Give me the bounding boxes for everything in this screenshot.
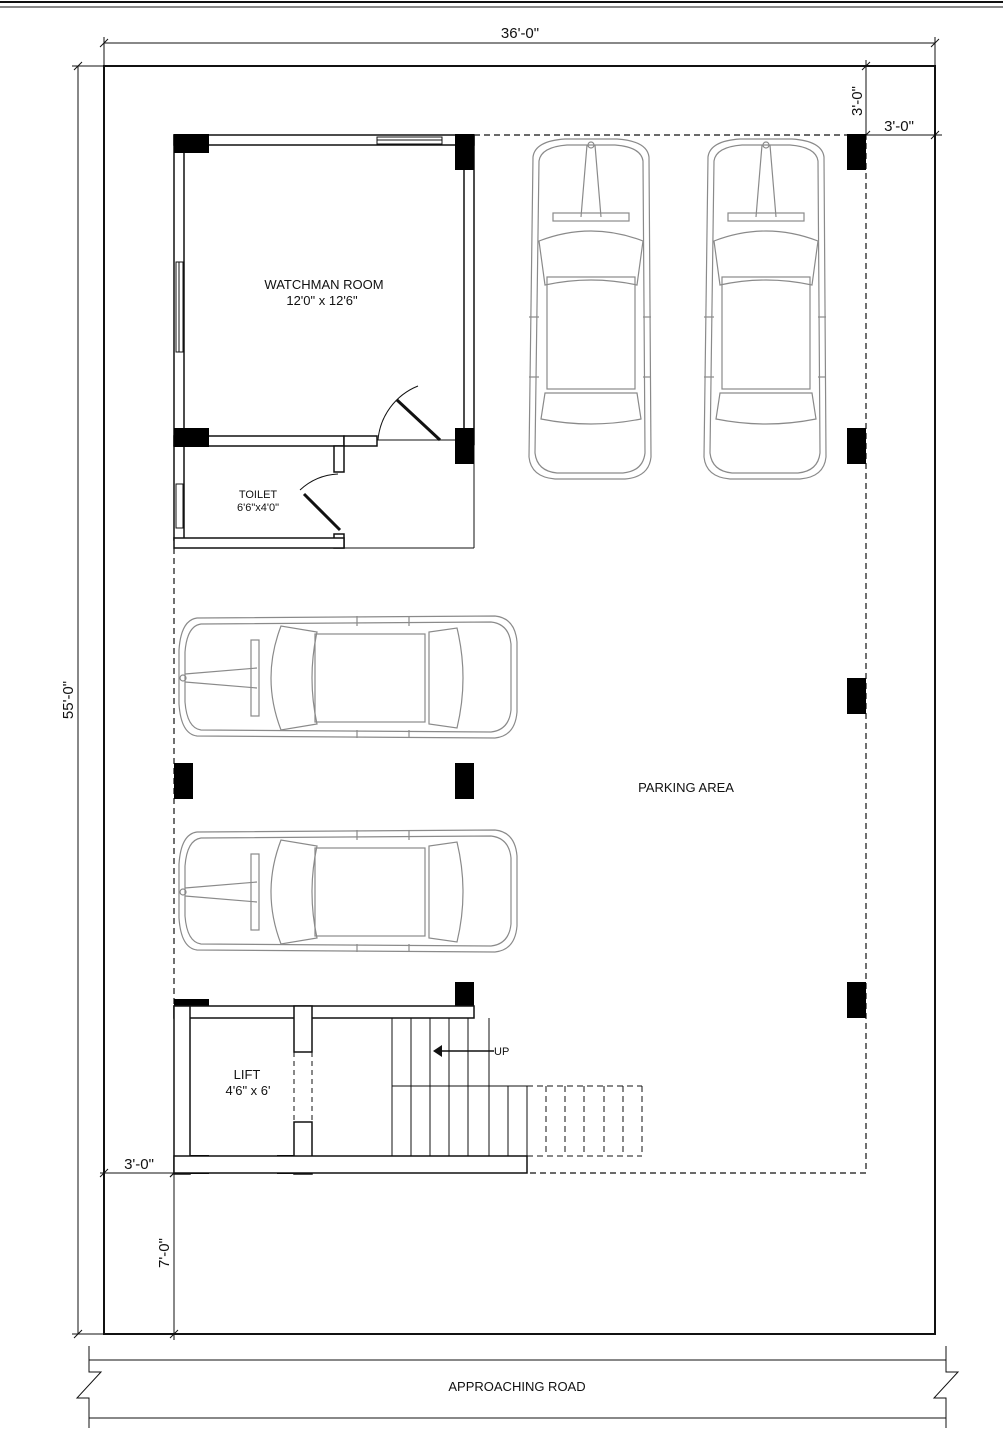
setback-left-label: 3'-0" (124, 1156, 154, 1173)
parking-boundary (474, 135, 866, 1173)
plot-width-dimension (100, 25, 939, 66)
column (847, 134, 866, 170)
toilet-name: TOILET (238, 489, 278, 501)
stair-up-arrow (433, 1045, 494, 1057)
toilet (174, 446, 474, 548)
staircase (392, 1018, 642, 1156)
setback-top-label: 3'-0" (849, 86, 866, 116)
approaching-road-label: APPROACHING ROAD (448, 1379, 586, 1394)
parking-area-label: PARKING AREA (638, 780, 734, 795)
watchman-room-size: 12'0" x 12'6" (286, 293, 358, 308)
lift (174, 1006, 527, 1174)
toilet-door (300, 474, 340, 530)
column (455, 428, 474, 464)
toilet-size: 6'6"x4'0" (237, 502, 279, 514)
approaching-road (77, 1346, 958, 1428)
watchman-room (174, 135, 474, 446)
watchman-room-name: WATCHMAN ROOM (264, 277, 384, 292)
setback-right-dimension (860, 118, 942, 139)
column (847, 982, 866, 1018)
car-parked-1 (529, 139, 651, 479)
column (174, 763, 193, 799)
column (455, 134, 474, 170)
setback-front-label: 7'-0" (156, 1238, 173, 1268)
setback-top-dimension (849, 60, 870, 140)
window (176, 484, 183, 528)
setback-front-dimension (156, 1168, 178, 1340)
column (174, 428, 209, 447)
plot-boundary (104, 66, 935, 1334)
car-parked-3 (179, 616, 517, 738)
setback-left-dimension (100, 1156, 178, 1177)
plot-width-label: 36'-0" (500, 25, 540, 42)
column (847, 678, 866, 714)
setback-right-label: 3'-0" (884, 118, 914, 135)
plot-depth-label: 55'-0" (60, 680, 77, 720)
column (174, 134, 209, 153)
plot-depth-dimension (60, 62, 104, 1338)
stair-up-label: UP (494, 1046, 510, 1058)
lift-size: 4'6" x 6' (225, 1083, 271, 1098)
car-parked-2 (704, 139, 826, 479)
car-parked-4 (179, 830, 517, 952)
watchman-door (377, 386, 464, 440)
column (455, 763, 474, 799)
column (847, 428, 866, 464)
lift-name: LIFT (233, 1067, 261, 1082)
